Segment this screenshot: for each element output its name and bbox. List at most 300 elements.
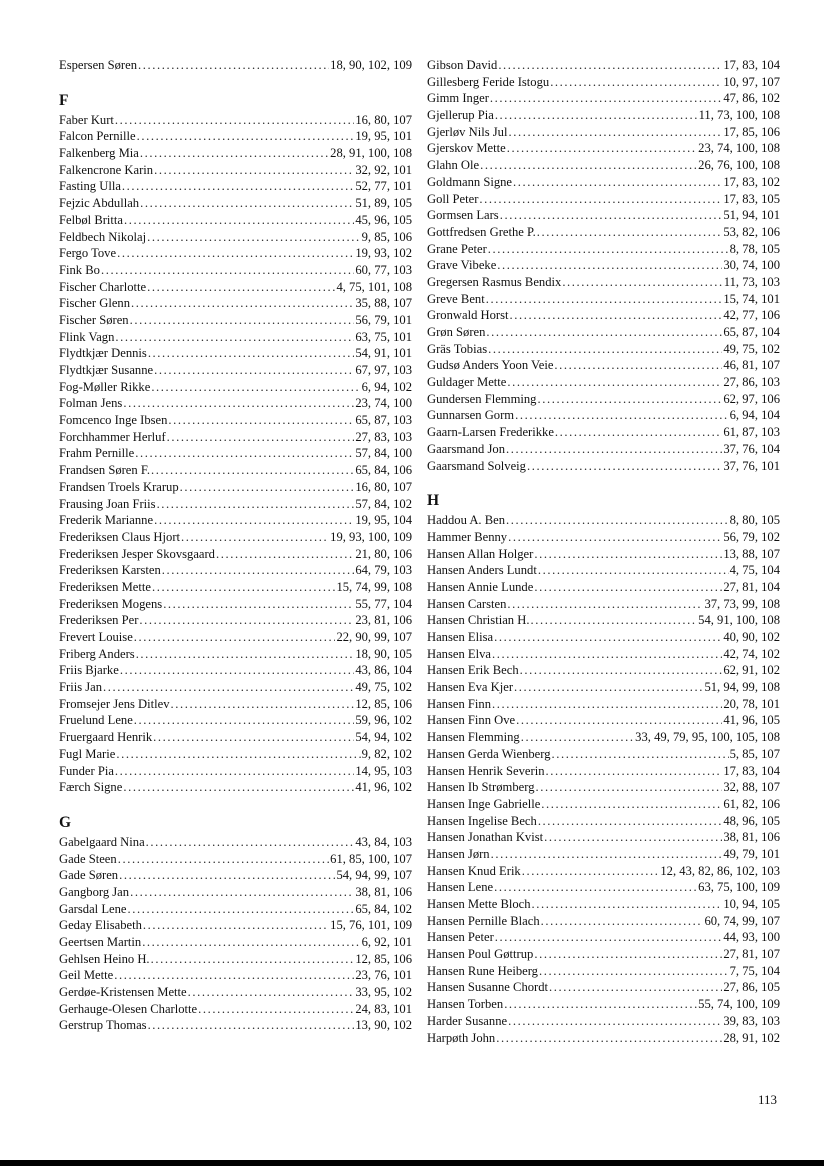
dot-leader — [167, 429, 355, 446]
entry-pages: 59, 96, 102 — [355, 713, 412, 728]
entry-pages: 12, 85, 106 — [355, 951, 412, 966]
entry-pages: 55, 77, 104 — [355, 596, 412, 611]
entry-pages: 46, 81, 107 — [723, 358, 780, 373]
entry-pages: 4, 75, 101, 108 — [336, 279, 412, 294]
index-entry — [427, 257, 780, 274]
entry-name: Hansen Eva Kjer — [427, 680, 514, 695]
index-entry — [59, 967, 412, 984]
entry-pages: 7, 75, 104 — [729, 963, 780, 978]
entry-name: Hansen Ib Strømberg — [427, 780, 535, 795]
entry-pages: 52, 77, 101 — [355, 179, 412, 194]
entry-pages: 54, 91, 100, 108 — [698, 613, 780, 628]
entry-name: Funder Pia — [59, 763, 114, 778]
dot-leader — [118, 851, 329, 868]
entry-pages: 17, 85, 106 — [723, 124, 780, 139]
entry-pages: 18, 90, 102, 109 — [330, 58, 412, 72]
index-entry — [59, 512, 412, 529]
entry-pages: 6, 94, 102 — [361, 379, 412, 394]
dot-leader — [488, 241, 729, 258]
dot-leader — [491, 846, 723, 863]
index-entry — [59, 934, 412, 951]
dot-leader — [124, 212, 354, 229]
dot-leader — [180, 479, 355, 496]
dot-leader — [520, 662, 723, 679]
entry-pages: 15, 74, 99, 108 — [336, 579, 412, 594]
entry-pages: 27, 81, 104 — [723, 579, 780, 594]
index-column-right — [427, 57, 780, 1046]
entry-pages: 41, 96, 105 — [723, 713, 780, 728]
dot-leader — [497, 257, 722, 274]
section-letter: G — [59, 813, 72, 831]
index-entry — [427, 90, 780, 107]
index-entry — [59, 662, 412, 679]
dot-leader — [507, 374, 722, 391]
entry-pages: 63, 75, 101 — [355, 329, 412, 344]
entry-name: Frahm Pernille — [59, 446, 135, 461]
entry-pages: 28, 91, 100, 108 — [330, 146, 412, 161]
entry-pages: 26, 76, 100, 108 — [698, 158, 780, 173]
entry-name: Hansen Poul Gøttrup — [427, 947, 534, 962]
entry-pages: 61, 82, 106 — [723, 796, 780, 811]
index-entry — [427, 191, 780, 208]
entry-name: Folman Jens — [59, 396, 123, 411]
index-entry — [59, 479, 412, 496]
entry-name: Gregersen Rasmus Bendix — [427, 274, 562, 289]
entry-pages: 37, 76, 101 — [723, 458, 780, 473]
entry-pages: 4, 75, 104 — [729, 563, 780, 578]
entry-pages: 45, 96, 105 — [355, 212, 412, 227]
index-entry — [427, 712, 780, 729]
index-entry — [59, 128, 412, 145]
entry-pages: 23, 74, 100 — [355, 396, 412, 411]
entry-pages: 49, 79, 101 — [723, 846, 780, 861]
section-letter: F — [59, 91, 69, 109]
entry-pages: 54, 94, 99, 107 — [336, 868, 412, 883]
section-letter: H — [427, 492, 440, 510]
dot-leader — [154, 162, 354, 179]
dot-leader — [152, 579, 335, 596]
dot-leader — [115, 329, 354, 346]
entry-name: Feldbech Nikolaj — [59, 229, 147, 244]
index-entry — [427, 124, 780, 141]
entry-name: Hansen Gerda Wienberg — [427, 746, 551, 761]
dot-leader — [148, 1017, 355, 1034]
entry-pages: 35, 88, 107 — [355, 296, 412, 311]
dot-leader — [546, 763, 723, 780]
index-entry — [59, 834, 412, 851]
entry-pages: 67, 97, 103 — [355, 363, 412, 377]
entry-pages: 23, 81, 106 — [355, 613, 412, 628]
index-entry — [59, 1017, 412, 1034]
entry-name: Espersen Søren — [59, 58, 137, 72]
index-entry — [427, 763, 780, 780]
entry-pages: 57, 84, 102 — [355, 496, 412, 511]
index-entry — [427, 291, 780, 308]
entry-pages: 23, 76, 101 — [355, 968, 412, 983]
index-entry — [427, 274, 780, 291]
index-entry — [59, 696, 412, 713]
index-entry — [59, 712, 412, 729]
index-entry — [59, 629, 412, 646]
index-entry — [59, 279, 412, 296]
entry-pages: 27, 86, 103 — [723, 375, 780, 390]
index-entry — [427, 679, 780, 696]
index-entry — [427, 324, 780, 341]
index-entry — [427, 374, 780, 391]
entry-name: Fejzic Abdullah — [59, 196, 140, 211]
entry-name: Hansen Susanne Chordt — [427, 980, 549, 995]
index-entry — [59, 295, 412, 312]
index-entry — [59, 746, 412, 763]
dot-leader — [137, 128, 355, 145]
index-entry — [427, 441, 780, 458]
index-entry — [427, 929, 780, 946]
dot-leader — [151, 379, 360, 396]
index-entry — [427, 357, 780, 374]
dot-leader — [198, 1001, 354, 1018]
index-entry — [59, 729, 412, 746]
entry-name: Frevert Louise — [59, 630, 133, 644]
entry-name: Hansen Christian H. — [427, 613, 530, 628]
entry-name: Hansen Elisa — [427, 630, 494, 644]
entry-name: Hansen Mette Bloch — [427, 897, 531, 911]
dot-leader — [151, 951, 355, 968]
dot-leader — [123, 395, 354, 412]
entry-name: Harder Susanne — [427, 1013, 508, 1028]
dot-leader — [537, 391, 722, 408]
index-entry — [59, 362, 412, 379]
dot-leader — [494, 629, 722, 646]
dot-leader — [114, 967, 354, 984]
dot-leader — [479, 191, 722, 208]
dot-leader — [534, 579, 722, 596]
entry-pages: 24, 83, 101 — [355, 1001, 412, 1016]
entry-name: Geil Mette — [59, 968, 114, 983]
entry-pages: 41, 96, 102 — [355, 780, 412, 795]
dot-leader — [554, 357, 722, 374]
entry-pages: 21, 80, 106 — [355, 546, 412, 561]
entry-name: Gaarsmand Jon — [427, 441, 505, 456]
dot-leader — [138, 57, 329, 74]
page-number: 113 — [758, 1092, 778, 1107]
index-entry — [59, 884, 412, 901]
index-entry — [427, 107, 780, 124]
index-entry — [427, 729, 780, 746]
entry-name: Gjerløv Nils Jul — [427, 124, 508, 139]
index-entry — [427, 662, 780, 679]
entry-name: Fog-Møller Rikke — [59, 379, 151, 394]
entry-name: Gerstrup Thomas — [59, 1018, 147, 1033]
dot-leader — [148, 345, 355, 362]
dot-leader — [181, 529, 329, 546]
entry-name: Frederiksen Jesper Skovsgaard — [59, 546, 215, 561]
dot-leader — [146, 834, 355, 851]
dot-leader — [550, 74, 722, 91]
entry-name: Friberg Anders — [59, 646, 135, 661]
entry-name: Frederiksen Per — [59, 613, 139, 628]
entry-name: Hansen Ingelise Bech — [427, 813, 537, 828]
entry-pages: 49, 75, 102 — [355, 680, 412, 695]
dot-leader — [495, 107, 698, 124]
dot-leader — [500, 207, 723, 224]
entry-pages: 60, 77, 103 — [355, 262, 412, 277]
entry-name: Fasting Ulla — [59, 179, 121, 194]
index-entry — [427, 846, 780, 863]
entry-pages: 19, 95, 101 — [355, 129, 412, 144]
entry-name: Hansen Pernille Blach — [427, 913, 540, 928]
entry-name: Hansen Torben — [427, 997, 504, 1012]
entry-name: Hansen Annie Lunde — [427, 579, 534, 594]
entry-pages: 17, 83, 102 — [723, 174, 780, 189]
entry-name: Gjerskov Mette — [427, 141, 506, 156]
entry-pages: 16, 80, 107 — [355, 479, 412, 494]
entry-name: Gimm Inger — [427, 91, 489, 106]
dot-leader — [555, 424, 722, 441]
dot-leader — [552, 746, 729, 763]
index-entry — [59, 345, 412, 362]
entry-name: Goll Peter — [427, 191, 479, 206]
entry-name: Frederiksen Karsten — [59, 563, 161, 578]
index-entry — [59, 779, 412, 796]
index-entry — [427, 1013, 780, 1030]
dot-leader — [216, 546, 354, 563]
dot-leader — [530, 612, 697, 629]
entry-name: Fruergaard Henrik — [59, 730, 153, 745]
entry-name: Grøn Søren — [427, 325, 486, 339]
dot-leader — [490, 90, 722, 107]
entry-name: Gundersen Flemming — [427, 391, 537, 406]
index-entry — [59, 445, 412, 462]
entry-pages: 10, 97, 107 — [723, 74, 780, 89]
entry-name: Gaarsmand Solveig — [427, 458, 526, 473]
entry-name: Flydtkjær Dennis — [59, 346, 147, 361]
dot-leader — [534, 946, 722, 963]
index-entry — [427, 746, 780, 763]
index-entry — [427, 813, 780, 830]
index-entry — [59, 462, 412, 479]
entry-name: Gibson David — [427, 58, 498, 72]
index-entry — [59, 901, 412, 918]
entry-pages: 49, 75, 102 — [723, 341, 780, 356]
entry-pages: 51, 94, 101 — [723, 208, 780, 223]
entry-pages: 33, 95, 102 — [355, 985, 412, 1000]
entry-name: Hansen Inge Gabrielle — [427, 796, 541, 811]
dot-leader — [488, 341, 722, 358]
dot-leader — [492, 646, 722, 663]
entry-name: Fischer Søren — [59, 312, 129, 327]
entry-name: Frederik Marianne — [59, 513, 154, 528]
dot-leader — [486, 324, 722, 341]
entry-name: Felbøl Britta — [59, 212, 124, 227]
dot-leader — [120, 662, 355, 679]
entry-name: Hansen Carsten — [427, 596, 507, 611]
entry-pages: 13, 90, 102 — [355, 1018, 412, 1033]
dot-leader — [154, 362, 354, 379]
entry-name: Fischer Charlotte — [59, 279, 147, 294]
index-entry — [59, 917, 412, 934]
index-entry — [59, 379, 412, 396]
index-entry — [59, 245, 412, 262]
entry-pages: 48, 96, 105 — [723, 813, 780, 828]
dot-leader — [562, 274, 722, 291]
index-entry — [427, 57, 780, 74]
index-entry — [59, 57, 412, 74]
entry-name: Gunnarsen Gorm — [427, 408, 515, 423]
dot-leader — [135, 445, 354, 462]
dot-leader — [139, 612, 354, 629]
dot-leader — [480, 157, 697, 174]
entry-name: Hansen Finn — [427, 696, 492, 711]
entry-pages: 40, 90, 102 — [723, 630, 780, 644]
entry-name: Frederiksen Mette — [59, 579, 151, 594]
entry-pages: 16, 80, 107 — [355, 112, 412, 127]
entry-name: Fergo Tove — [59, 246, 117, 261]
index-entry — [59, 612, 412, 629]
index-entry — [59, 951, 412, 968]
entry-name: Gerhauge-Olesen Charlotte — [59, 1001, 198, 1016]
entry-pages: 15, 74, 101 — [723, 291, 780, 306]
index-entry — [427, 307, 780, 324]
entry-pages: 63, 75, 100, 109 — [698, 880, 780, 895]
dot-leader — [130, 884, 354, 901]
index-entry — [427, 646, 780, 663]
index-entry — [59, 851, 412, 868]
dot-leader — [486, 291, 723, 308]
entry-name: Hansen Knud Erik — [427, 863, 521, 878]
entry-pages: 37, 76, 104 — [723, 441, 780, 456]
entry-pages: 23, 74, 100, 108 — [698, 141, 780, 156]
dot-leader — [508, 124, 722, 141]
entry-name: Hansen Henrik Severin — [427, 763, 545, 778]
dot-leader — [498, 57, 722, 74]
dot-leader — [122, 178, 354, 195]
index-entry — [427, 612, 780, 629]
dot-leader — [515, 407, 729, 424]
dot-leader — [134, 629, 336, 646]
index-entry — [59, 596, 412, 613]
index-entry — [59, 546, 412, 563]
index-entry — [59, 562, 412, 579]
dot-leader — [510, 307, 723, 324]
entry-name: Færch Signe — [59, 780, 123, 795]
dot-leader — [136, 646, 355, 663]
entry-pages: 18, 90, 105 — [355, 646, 412, 661]
dot-leader — [134, 712, 355, 729]
entry-pages: 17, 83, 104 — [723, 763, 780, 778]
entry-pages: 61, 87, 103 — [723, 425, 780, 440]
index-entry — [59, 646, 412, 663]
entry-name: Geertsen Martin — [59, 935, 142, 949]
entry-pages: 32, 92, 101 — [355, 162, 412, 177]
index-entry — [427, 579, 780, 596]
index-entry — [59, 529, 412, 546]
entry-pages: 12, 85, 106 — [355, 696, 412, 711]
index-entry — [59, 984, 412, 1001]
dot-leader — [140, 195, 354, 212]
entry-pages: 19, 95, 104 — [355, 513, 412, 528]
entry-pages: 42, 74, 102 — [723, 646, 780, 661]
dot-leader — [506, 512, 729, 529]
entry-name: Fomcenco Inge Ibsen — [59, 413, 168, 428]
entry-pages: 39, 83, 103 — [723, 1013, 780, 1028]
entry-pages: 64, 79, 103 — [355, 563, 412, 578]
entry-pages: 30, 74, 100 — [723, 258, 780, 273]
index-entry — [427, 207, 780, 224]
entry-pages: 61, 85, 100, 107 — [330, 851, 412, 866]
index-entry — [427, 879, 780, 896]
entry-pages: 54, 94, 102 — [355, 730, 412, 745]
dot-leader — [495, 929, 723, 946]
entry-name: Hansen Elva — [427, 646, 491, 661]
dot-leader — [532, 896, 723, 913]
index-entry — [59, 867, 412, 884]
index-entry — [59, 496, 412, 513]
index-entry — [427, 913, 780, 930]
dot-leader — [521, 729, 634, 746]
entry-name: Gabelgaard Nina — [59, 834, 145, 849]
index-entry — [427, 696, 780, 713]
index-entry — [59, 195, 412, 212]
entry-name: Hansen Lene — [427, 880, 494, 895]
index-entry — [427, 458, 780, 475]
index-entry — [427, 946, 780, 963]
entry-name: Frederiksen Claus Hjort — [59, 529, 181, 544]
dot-leader — [116, 746, 360, 763]
index-entry — [427, 896, 780, 913]
entry-pages: 13, 88, 107 — [723, 546, 780, 561]
entry-name: Geday Elisabeth — [59, 918, 142, 933]
dot-leader — [130, 312, 355, 329]
entry-pages: 60, 74, 99, 107 — [704, 913, 780, 928]
entry-name: Hansen Jørn — [427, 846, 490, 861]
index-entry — [427, 796, 780, 813]
entry-name: Flink Vagn — [59, 329, 115, 344]
index-entry — [427, 779, 780, 796]
dot-leader — [507, 140, 697, 157]
entry-pages: 27, 86, 105 — [723, 980, 780, 995]
entry-name: Haddou A. Ben — [427, 513, 506, 528]
entry-name: Hansen Finn Ove — [427, 713, 516, 728]
entry-pages: 17, 83, 104 — [723, 58, 780, 72]
index-entry — [427, 74, 780, 91]
entry-name: Gangborg Jan — [59, 884, 130, 899]
entry-pages: 28, 91, 102 — [723, 1030, 780, 1045]
index-entry — [59, 262, 412, 279]
index-entry — [427, 174, 780, 191]
index-entry — [427, 157, 780, 174]
entry-pages: 5, 85, 107 — [729, 746, 780, 761]
dot-leader — [162, 562, 355, 579]
entry-pages: 44, 93, 100 — [723, 930, 780, 945]
entry-name: Hammer Benny — [427, 529, 508, 544]
dot-leader — [115, 112, 354, 129]
entry-pages: 62, 91, 102 — [723, 663, 780, 678]
entry-pages: 20, 78, 101 — [723, 696, 780, 711]
entry-name: Gormsen Lars — [427, 208, 499, 223]
dot-leader — [163, 596, 354, 613]
dot-leader — [140, 145, 329, 162]
entry-name: Fink Bo — [59, 262, 100, 277]
index-entry — [427, 596, 780, 613]
entry-name: Goldmann Signe — [427, 174, 513, 189]
entry-name: Gillesberg Feride Istogu — [427, 74, 550, 89]
dot-leader — [147, 229, 361, 246]
entry-name: Gerdøe-Kristensen Mette — [59, 985, 187, 1000]
entry-pages: 65, 87, 104 — [723, 325, 780, 339]
entry-pages: 17, 83, 105 — [723, 191, 780, 206]
index-entry — [427, 979, 780, 996]
index-entry — [59, 112, 412, 129]
